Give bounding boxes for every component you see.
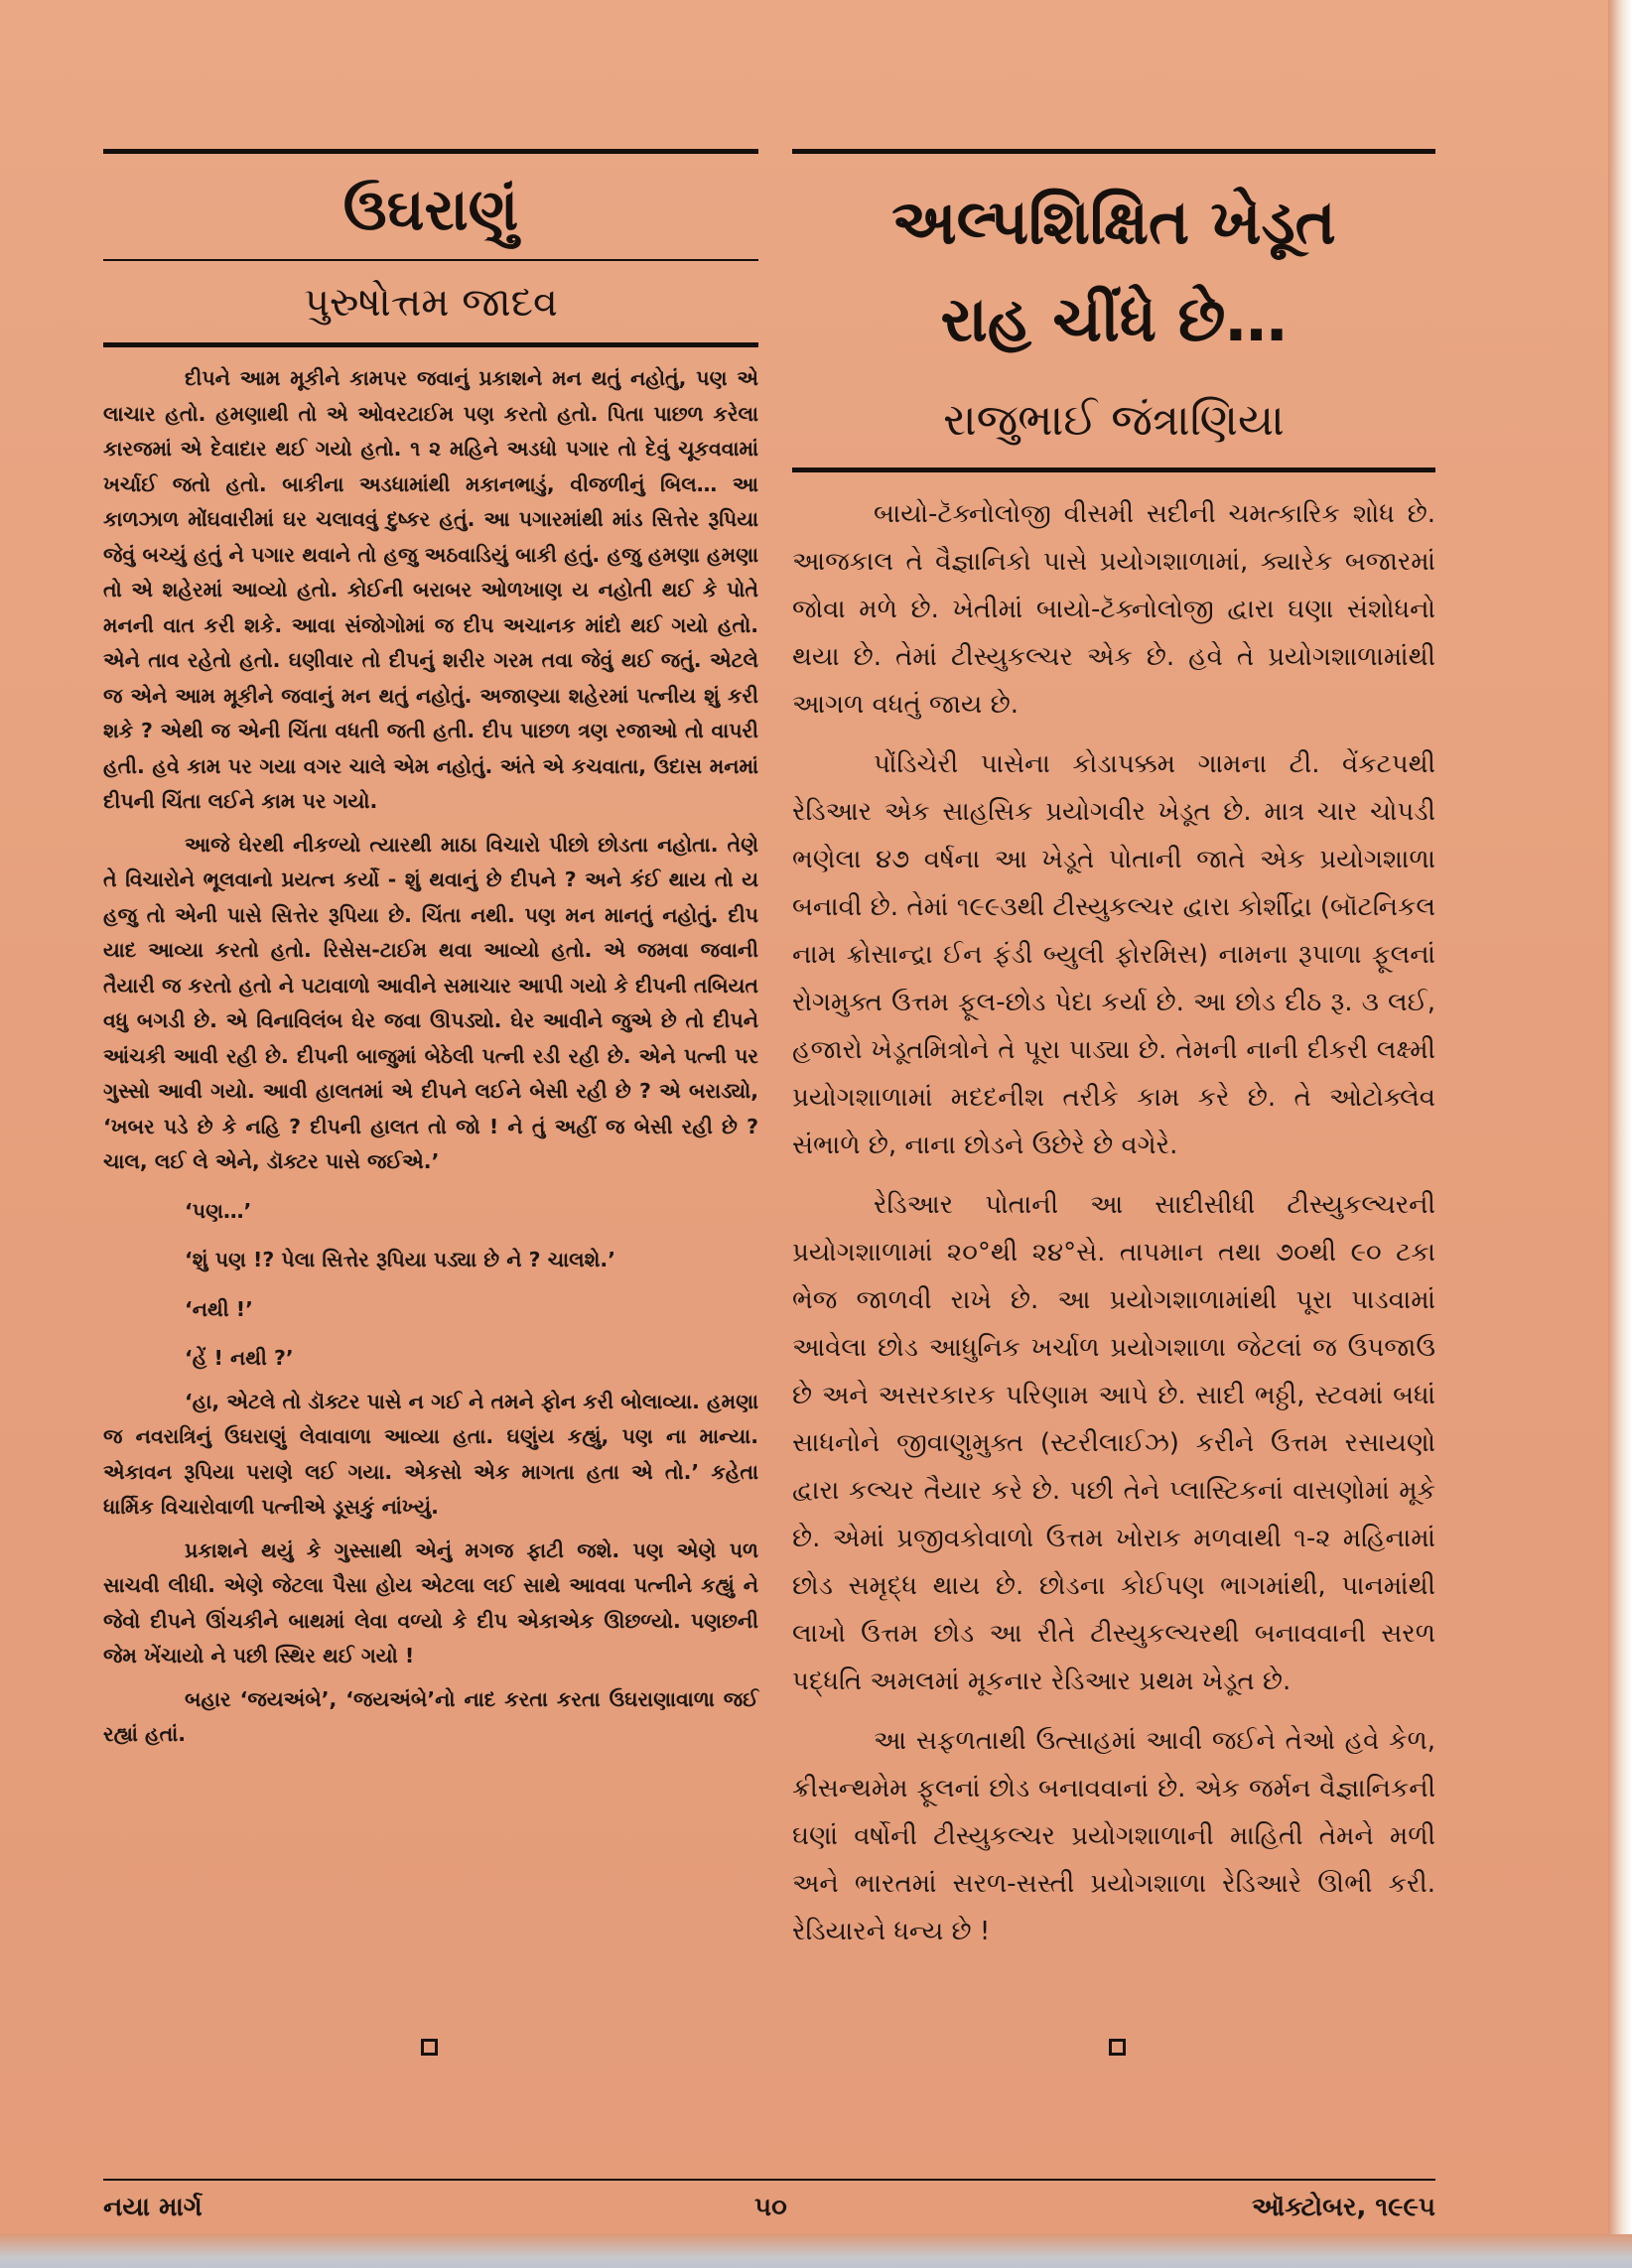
top-rule bbox=[792, 149, 1435, 154]
article-author: રાજુભાઈ જંત્રાણિયા bbox=[943, 395, 1285, 446]
dialogue-line: ‘શું પણ !? પેલા સિત્તેર રૂપિયા પડ્યા છે ને ? ચાલશે.’ bbox=[185, 1248, 615, 1271]
footer-rule bbox=[103, 2179, 1435, 2181]
article-author: પુરુષોત્તમ જાદવ bbox=[304, 280, 558, 326]
paragraph: પ્રકાશને થયું કે ગુસ્સાથી એનું મગજ ફાટી જશે. પણ એણે પળ સાચવી લીધી. એણે જેટલા પૈસા હોય એટલા લઈ સાથે આવવા પત્નીને કહ્યું ને જેવો દીપને ઊંચકીને બાથમાં લેવા વળ્યો કે દીપ એકાએક ઊછળ્યો. પણછની જેમ ખેંચાયો ને પછી સ્થિર થઈ ગયો ! bbox=[103, 1537, 758, 1668]
paragraph: બાયો-ટૅક્નોલોજી વીસમી સદીની ચમત્કારિક શોધ છે. આજકાલ તે વૈજ્ઞાનિકો પાસે પ્રયોગશાળામાં, ક્યારેક બજારમાં જોવા મળે છે. ખેતીમાં બાયો-ટૅક્નોલોજી દ્વારા ઘણા સંશોધનો થયા છે. તેમાં ટીસ્યુકલ્ચર એક છે. હવે તે પ્રયોગશાળામાંથી આગળ વધતું જાય છે. bbox=[792, 499, 1435, 720]
left-article bbox=[103, 149, 758, 1753]
article-title-line-1: અલ્પશિક્ષિત ખેડૂત bbox=[891, 186, 1336, 258]
article-body bbox=[792, 490, 1435, 1955]
dialogue-line: ‘પણ…’ bbox=[185, 1198, 252, 1223]
paragraph: બહાર ‘જયઅંબે’, ‘જયઅંબે’નો નાદ કરતા કરતા ઉઘરાણાવાળા જઈ રહ્યાં હતાં. bbox=[103, 1686, 758, 1746]
paragraph: આ સફળતાથી ઉત્સાહમાં આવી જઈને તેઓ હવે કેળ, ક્રીસન્થમેમ ફૂલનાં છોડ બનાવવાનાં છે. એક જર્મન વૈજ્ઞાનિકની ઘણાં વર્ષોની ટીસ્યુકલ્ચર પ્રયોગશાળાની માહિતી તેમને મળી અને ભારતમાં સરળ-સસ્તી પ્રયોગશાળા રેડિઆરે ઊભી કરી. રેડિયારને ધન્ય છે ! bbox=[792, 1726, 1435, 1946]
end-mark-icon bbox=[421, 2039, 438, 2056]
article-title-line-2: રાહ ચીંધે છે… bbox=[940, 283, 1288, 355]
paragraph: દીપને આમ મૂકીને કામપર જવાનું પ્રકાશને મન થતું નહોતું, પણ એ લાચાર હતો. હમણાથી તો એ ઓવરટાઈમ પણ કરતો હતો. પિતા પાછળ કરેલા કારજમાં એ દેવાદાર થઈ ગયો હતો. ૧ ૨ મહિને અડધો પગાર તો દેવું ચૂકવવામાં ખર્ચાઈ જતો હતો. બાકીના અડધામાંથી મકાનભાડું, વીજળીનું બિલ… આ કાળઝાળ મોંઘવારીમાં ઘર ચલાવવું દુષ્કર હતું. આ પગારમાંથી માંડ સિત્તેર રૂપિયા જેવું બચ્યું હતું ને પગાર થવાને તો હજુ અઠવાડિયું બાકી હતું. હજુ હમણા હમણા તો એ શહેરમાં આવ્યો હતો. કોઈની બરાબર ઓળખાણ ય નહોતી થઈ કે પોતે મનની વાત કરી શકે. આવા સંજોગોમાં જ દીપ અચાનક માંદો થઈ ગયો હતો. એને તાવ રહેતો હતો. ઘણીવાર તો દીપનું શરીર ગરમ તવા જેવું થઈ જતું. એટલે જ એને આમ મૂકીને જવાનું મન થતું નહોતું. અજાણ્યા શહેરમાં પત્નીય શું કરી શકે ? એથી જ એની ચિંતા વધતી જતી હતી. દીપ પાછળ ત્રણ રજાઓ તો વાપરી હતી. હવે કામ પર ગયા વગર ચાલે એમ નહોતું. અંતે એ કચવાતા, ઉદાસ મનમાં દીપની ચિંતા લઈને કામ પર ગયો. bbox=[103, 366, 758, 813]
author-rule bbox=[792, 467, 1435, 472]
paragraph: રેડિઆર પોતાની આ સાદીસીધી ટીસ્યુકલ્ચરની પ્રયોગશાળામાં ૨૦°થી ૨૪°સે. તાપમાન તથા ૭૦થી ૯૦ ટકા ભેજ જાળવી રાખે છે. આ પ્રયોગશાળામાંથી પૂરા પાડવામાં આવેલા છોડ આધુનિક ખર્ચાળ પ્રયોગશાળા જેટલાં જ ઉપજાઉ છે અને અસરકારક પરિણામ આપે છે. સાદી ભઠ્ઠી, સ્ટવમાં બધાં સાધનોને જીવાણુમુક્ત (સ્ટરીલાઈઝ) કરીને ઉત્તમ રસાયણો દ્વારા કલ્ચર તૈયાર કરે છે. પછી તેને પ્લાસ્ટિકનાં વાસણોમાં મૂકે છે. એમાં પ્રજીવકોવાળો ઉત્તમ ખોરાક મળવાથી ૧-૨ મહિનામાં છોડ સમૃદ્ધ થાય છે. છોડના કોઈપણ ભાગમાંથી, પાનમાંથી લાખો ઉત્તમ છોડ આ રીતે ટીસ્યુકલ્ચરથી બનાવવાની સરળ પદ્ધતિ અમલમાં મૂકનાર રેડિઆર પ્રથમ ખેડૂત છે. bbox=[792, 1190, 1435, 1696]
article-title bbox=[792, 174, 1435, 368]
footer-page-number: ૫૦ bbox=[754, 2193, 787, 2222]
scan-background bbox=[0, 2234, 1632, 2268]
dialogue-line: ‘નથી !’ bbox=[185, 1296, 253, 1321]
article-body bbox=[103, 361, 758, 1753]
dialogue-line: ‘હેં ! નથી ?’ bbox=[185, 1346, 294, 1370]
author-rule bbox=[103, 342, 758, 347]
page-edge bbox=[1608, 0, 1632, 2268]
title-divider bbox=[103, 259, 758, 261]
paragraph: આજે ઘેરથી નીકળ્યો ત્યારથી માઠા વિચારો પીછો છોડતા નહોતા. તેણે તે વિચારોને ભૂલવાનો પ્રયત્ન કર્યો - શું થવાનું છે દીપને ? અને કંઈ થાય તો ય હજુ તો એની પાસે સિત્તેર રૂપિયા છે. ચિંતા નથી. પણ મન માનતું નહોતું. દીપ યાદ આવ્યા કરતો હતો. રિસેસ-ટાઈમ થવા આવ્યો હતો. એ જમવા જવાની તૈયારી જ કરતો હતો ને પટાવાળો આવીને સમાચાર આપી ગયો કે દીપની તબિયત વધુ બગડી છે. એ વિનાવિલંબ ઘેર જવા ઊપડ્યો. ઘેર આવીને જુએ છે તો દીપને આંચકી આવી રહી છે. દીપની બાજુમાં બેઠેલી પત્ની રડી રહી છે. એને પત્ની પર ગુસ્સો આવી ગયો. આવી હાલતમાં એ દીપને લઈને બેસી રહી છે ? એ બરાડ્યો, ‘ખબર પડે છે કે નહિ ? દીપની હાલત તો જો ! ને તું અહીં જ બેસી રહી છે ? ચાલ, લઈ લે એને, ડૉક્ટર પાસે જઈએ.’ bbox=[103, 832, 758, 1173]
top-rule bbox=[103, 149, 758, 154]
end-mark-icon bbox=[1109, 2039, 1126, 2056]
right-article bbox=[792, 149, 1435, 1955]
article-title: ઉઘરાણું bbox=[342, 176, 519, 243]
paragraph: ‘હા, એટલે તો ડૉક્ટર પાસે ન ગઈ ને તમને ફોન કરી બોલાવ્યા. હમણા જ નવરાત્રિનું ઉઘરાણું લેવાવાળા આવ્યા હતા. ઘણુંય કહ્યું, પણ ના માન્યા. એકાવન રૂપિયા પરાણે લઈ ગયા. એકસો એક માગતા હતા એ તો.’ કહેતા ધાર્મિક વિચારોવાળી પત્નીએ ડૂસકું નાંખ્યું. bbox=[103, 1389, 758, 1519]
footer-date: ઑક્ટોબર, ૧૯૯૫ bbox=[1252, 2193, 1435, 2222]
paragraph: પોંડિચેરી પાસેના કોડાપક્કમ ગામના ટી. વેંકટપથી રેડિઆર એક સાહસિક પ્રયોગવીર ખેડૂત છે. માત્ર ચાર ચોપડી ભણેલા ૪૭ વર્ષના આ ખેડૂતે પોતાની જાતે એક પ્રયોગશાળા બનાવી છે. તેમાં ૧૯૯૩થી ટીસ્યુકલ્ચર દ્વારા કોર્શીદ્રા (બૉટનિકલ નામ ક્રોસાન્દ્રા ઈન ફંડી બ્યુલી ફોરમિસ) નામના રૂપાળા ફૂલનાં રોગમુક્ત ઉત્તમ ફૂલ-છોડ પેદા કર્યા છે. આ છોડ દીઠ રૂ. ૩ લઈ, હજારો ખેડૂતમિત્રોને તે પૂરા પાડ્યા છે. તેમની નાની દીકરી લક્ષ્મી પ્રયોગશાળામાં મદદનીશ તરીકે કામ કરે છે. તે ઓટોક્લેવ સંભાળે છે, નાના છોડને ઉછેરે છે વગેરે. bbox=[792, 749, 1435, 1160]
footer-magazine-name: નયા માર્ગ bbox=[103, 2193, 203, 2222]
